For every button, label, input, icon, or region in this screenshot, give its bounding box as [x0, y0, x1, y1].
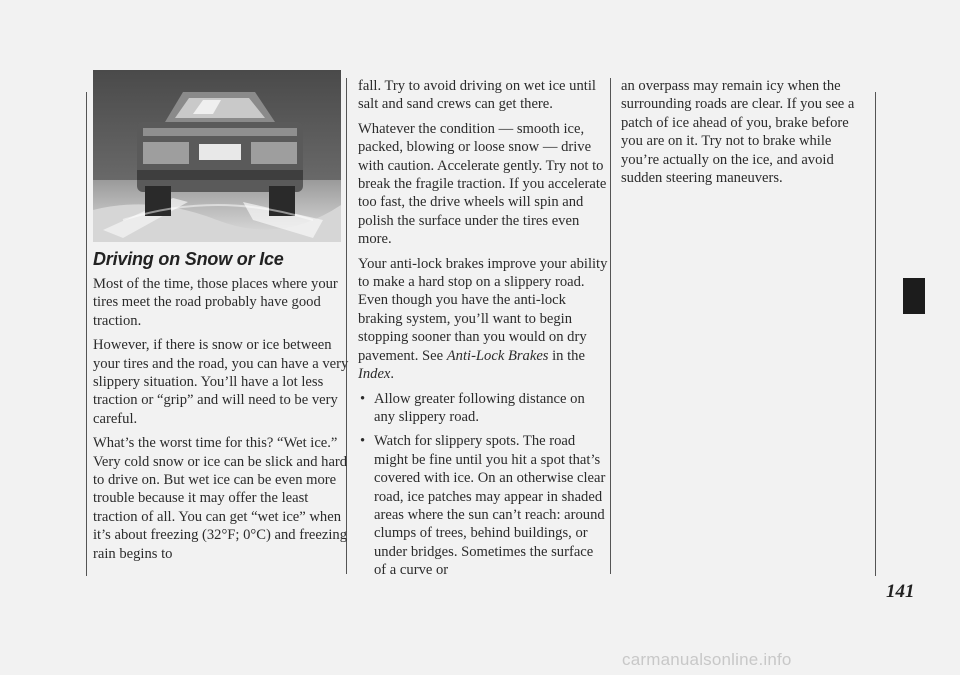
- paragraph: However, if there is snow or ice between your tires and the road, you can have a very slippery situation. You’ll have a lot less traction or “grip” and will need to be very careful.: [93, 337, 349, 427]
- list-item: [358, 432, 608, 579]
- page-number: 141: [886, 581, 915, 602]
- cross-reference-index: Index: [358, 366, 391, 383]
- paragraph: What’s the worst time for this? “Wet ice.” Very cold snow or ice can be slick and hard to drive on. But wet ice can be even more trouble because it may offer the least traction of all. You can get “wet ice” when it’s about freezing (32°F; 0°C) and freezing rain begins to: [93, 435, 348, 562]
- paragraph-text: Your anti-lock brakes improve your ability to make a hard stop on a slippery road. Even though you have the anti-lock braking system, you’ll want to begin stopping sooner than you would on dry pavement. See: [358, 255, 608, 364]
- paragraph: fall. Try to avoid driving on wet ice until salt and sand crews can get there.: [358, 78, 596, 113]
- column-rule-left: [86, 92, 87, 576]
- cross-reference-anti-lock-brakes: Anti-Lock Brakes: [446, 347, 549, 364]
- car-rear-illustration: [93, 70, 341, 242]
- paragraph-anti-lock: [358, 255, 608, 384]
- paragraph: Whatever the condition — smooth ice, packed, blowing or loose snow — drive with caution. Accelerate gently. Try not to break the fragile traction. If you accelerate too fast, the drive wheels will spin and polish the surface under the tires even more.: [358, 120, 607, 248]
- bullet-icon: •: [360, 390, 366, 407]
- section-heading: Driving on Snow or Ice: [93, 249, 284, 269]
- bullet-list: [358, 390, 608, 580]
- list-item: [358, 390, 608, 427]
- text-column-1: [93, 275, 353, 569]
- watermark-text: carmanualsonline.info: [622, 650, 792, 669]
- column-rule-middle-right: [610, 78, 611, 574]
- paragraph: Most of the time, those places where your tires meet the road probably have good traction.: [93, 276, 338, 329]
- text-column-3: [621, 77, 873, 193]
- paragraph: an overpass may remain icy when the surrounding roads are clear. If you see a patch of ice ahead of you, brake before you are on it. Try not to brake while you’re actually on the ice, and avoid sudden steering maneuvers.: [621, 78, 855, 187]
- list-item-text: Watch for slippery spots. The road might be fine until you hit a spot that’s covered with ice. On an otherwise clear road, ice patches may appear in shaded areas where the sun can’t reach: around clumps of trees, behind buildings, or under bridges. Sometimes the surface of a curve or: [374, 433, 606, 579]
- paragraph-text: .: [390, 366, 395, 383]
- column-rule-right: [875, 92, 876, 576]
- paragraph-text: in the: [548, 347, 585, 364]
- text-column-2: [358, 77, 608, 586]
- section-tab-marker: [903, 278, 925, 314]
- list-item-text: Allow greater following distance on any slippery road.: [374, 390, 585, 425]
- bullet-icon: •: [360, 433, 366, 450]
- car-rear-on-ice-photo: [93, 70, 341, 242]
